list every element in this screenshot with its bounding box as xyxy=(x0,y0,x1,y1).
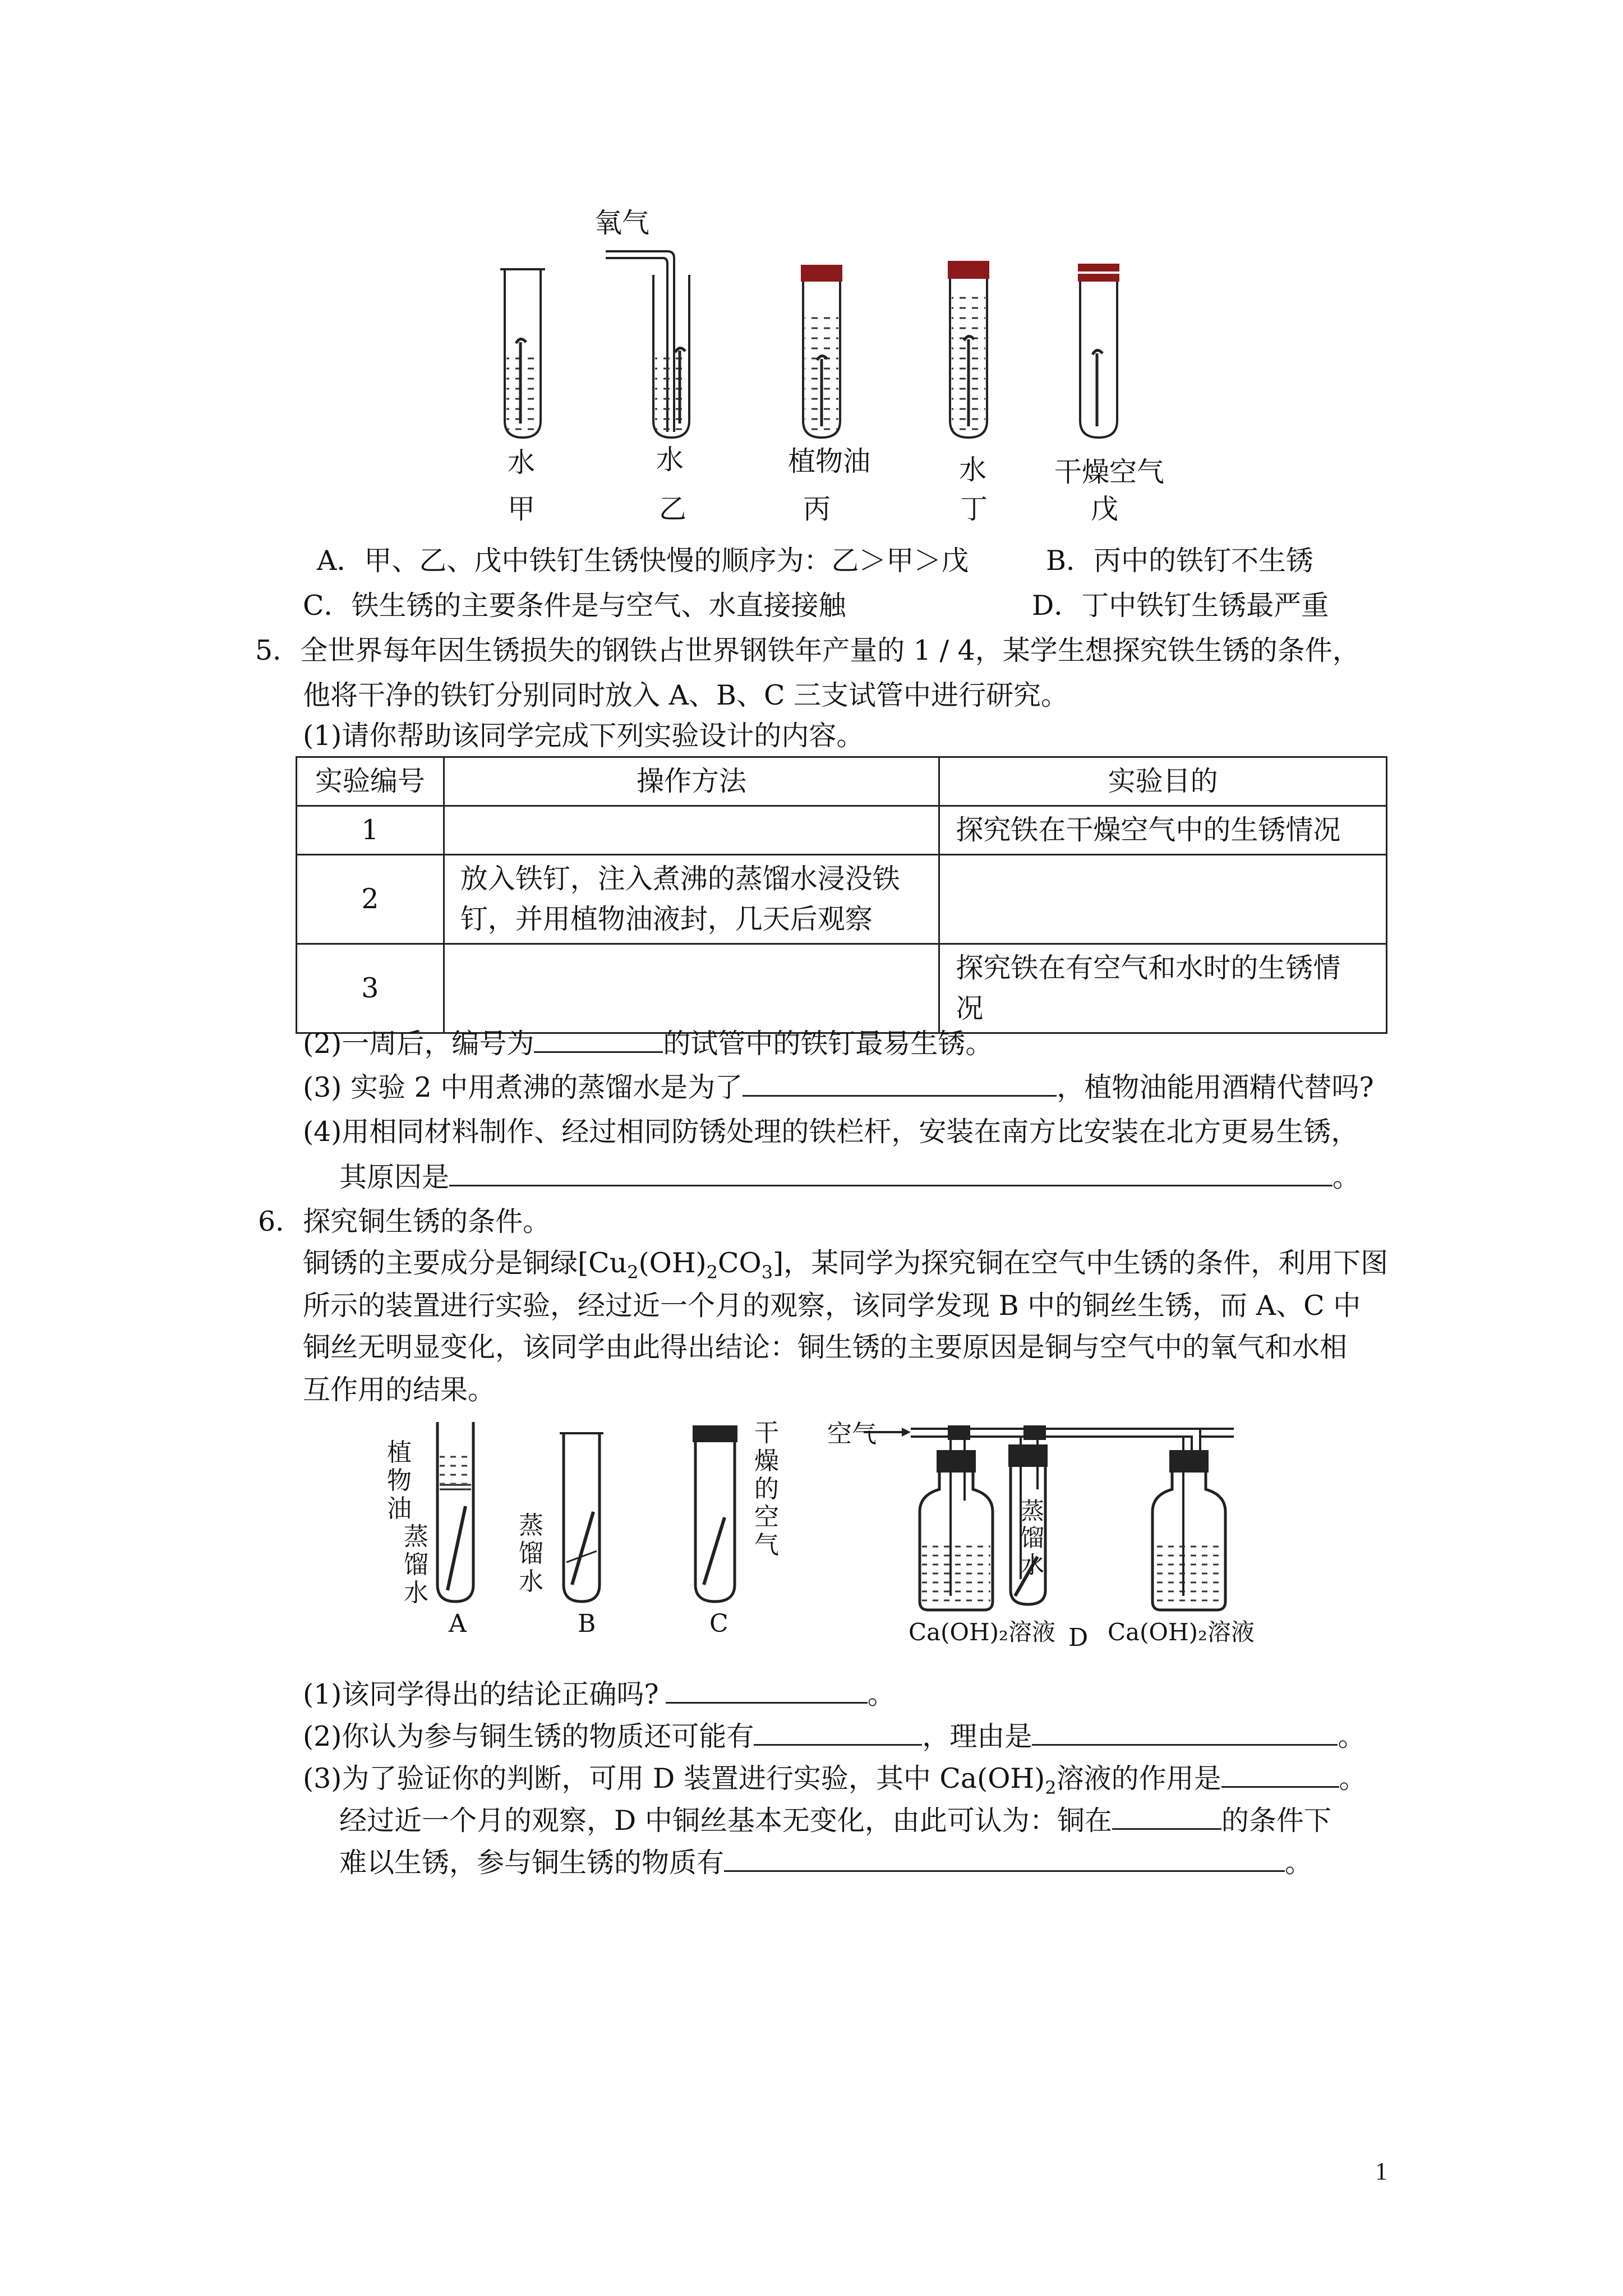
answer-blank[interactable] xyxy=(754,1719,922,1746)
q6-sub2-text: 。 xyxy=(1338,1720,1366,1752)
tube-medium-label: 水 xyxy=(656,444,684,476)
q6-sub3-text: 。 xyxy=(1339,1763,1367,1795)
q6-title: 6．探究铜生锈的条件。 xyxy=(258,1205,551,1237)
apparatus-d xyxy=(864,1425,1234,1610)
tube-bing xyxy=(801,265,842,438)
label-plant-oil: 植物油 xyxy=(387,1438,412,1523)
header-method: 操作方法 xyxy=(444,757,939,806)
answer-blank[interactable] xyxy=(743,1070,1057,1097)
tube-name: 丁 xyxy=(960,493,988,525)
subscript: 2 xyxy=(706,1261,718,1283)
answer-blank[interactable] xyxy=(724,1846,1285,1872)
q6-sub2 xyxy=(303,1719,1365,1754)
tube-wu xyxy=(1078,264,1119,438)
label-air: 空气 xyxy=(827,1420,877,1448)
tube-name: 乙 xyxy=(659,493,687,525)
q6-sub3-line1 xyxy=(303,1761,1367,1805)
option-b: B．丙中的铁钉不生锈 xyxy=(1046,545,1314,577)
subscript: 3 xyxy=(761,1261,773,1283)
q5-sub4-line1: (4)用相同材料制作、经过相同防锈处理的铁栏杆，安装在南方比安装在北方更易生锈， xyxy=(303,1116,1359,1148)
q6-sub1-text: 。 xyxy=(867,1678,895,1710)
label-distilled-water-d: 蒸馏水 xyxy=(1021,1497,1045,1579)
label-dry-air: 干燥的空气 xyxy=(754,1419,779,1559)
answer-blank[interactable] xyxy=(534,1027,663,1053)
row-number: 1 xyxy=(297,806,444,855)
tube-medium-label: 干燥空气 xyxy=(1054,456,1165,488)
tube-c xyxy=(693,1425,737,1602)
q6-para-line1 xyxy=(303,1246,1388,1289)
q5-sub2-text: (2)一周后，编号为 xyxy=(303,1028,534,1060)
label-distilled-water-b: 蒸馏水 xyxy=(519,1511,543,1596)
q6-sub3-line2 xyxy=(339,1803,1331,1838)
text: CO xyxy=(718,1247,762,1279)
q6-sub2-text: (2)你认为参与铜生锈的物质还可能有 xyxy=(303,1720,754,1752)
q5-sub3-text: ，植物油能用酒精代替吗? xyxy=(1057,1071,1374,1103)
page-number: 1 xyxy=(1375,2157,1387,2185)
table-header-row xyxy=(297,757,1387,806)
q5-sub2 xyxy=(303,1027,993,1061)
text: (OH) xyxy=(638,1247,707,1279)
option-c: C．铁生锈的主要条件是与空气、水直接接触 xyxy=(303,590,846,622)
q6-sub3-text: (3)为了验证你的判断，可用 D 装置进行实验，其中 Ca(OH) xyxy=(303,1763,1045,1795)
q5-intro-line1: 5．全世界每年因生锈损失的钢铁占世界钢铁年产量的 1 / 4，某学生想探究铁生锈的条件， xyxy=(255,634,1360,666)
header-number: 实验编号 xyxy=(297,757,444,806)
purpose-line: 况 xyxy=(956,992,984,1024)
purpose-cell-blank[interactable] xyxy=(939,855,1387,944)
text: 铜锈的主要成分是铜绿[Cu xyxy=(303,1247,628,1279)
oxygen-label: 氧气 xyxy=(594,207,650,239)
option-d: D．丁中铁钉生锈最严重 xyxy=(1032,590,1329,622)
label-caoh-solution-left: Ca(OH)₂溶液 xyxy=(909,1618,1055,1646)
option-a: A．甲、乙、戊中铁钉生锈快慢的顺序为：乙＞甲＞戊 xyxy=(317,545,969,577)
answer-blank[interactable] xyxy=(1032,1719,1338,1746)
answer-blank[interactable] xyxy=(449,1160,1332,1186)
q5-sub2-text: 的试管中的铁钉最易生锈。 xyxy=(663,1028,993,1060)
q6-para-line2: 所示的装置进行实验，经过近一个月的观察，该同学发现 B 中的铜丝生锈，而 A、C 中 xyxy=(303,1290,1361,1322)
subscript: 2 xyxy=(1045,1777,1057,1798)
answer-blank[interactable] xyxy=(1112,1803,1221,1830)
apparatus-letter: A xyxy=(449,1609,467,1638)
q5-sub4-line2 xyxy=(339,1160,1360,1194)
tube-name: 戊 xyxy=(1091,493,1119,525)
answer-blank[interactable] xyxy=(1221,1761,1339,1788)
text: ]，某同学为探究铜在空气中生锈的条件，利用下图 xyxy=(773,1247,1389,1279)
subscript: 2 xyxy=(627,1261,639,1283)
purpose-line: 探究铁在有空气和水时的生锈情 xyxy=(956,952,1341,984)
q6-sub1-text: (1)该同学得出的结论正确吗? xyxy=(303,1678,659,1710)
tube-b xyxy=(560,1433,603,1602)
apparatus-letter: B xyxy=(578,1609,596,1638)
label-caoh-solution-right: Ca(OH)₂溶液 xyxy=(1108,1618,1255,1646)
method-cell xyxy=(444,855,939,944)
tube-medium-label: 植物油 xyxy=(788,445,871,477)
tube-name: 甲 xyxy=(508,493,536,525)
q5-sub3 xyxy=(303,1070,1374,1105)
apparatus-letter: C xyxy=(709,1609,728,1638)
tube-medium-label: 水 xyxy=(508,447,536,478)
row-number: 3 xyxy=(297,944,444,1033)
tube-medium-label: 水 xyxy=(959,454,987,486)
table-row xyxy=(297,944,1387,1033)
tube-name: 丙 xyxy=(803,493,831,525)
label-distilled-water-a: 蒸馏水 xyxy=(404,1522,428,1607)
q6-sub2-text: ，理由是 xyxy=(922,1720,1032,1752)
method-cell-blank[interactable] xyxy=(444,944,939,1033)
method-cell-blank[interactable] xyxy=(444,806,939,855)
answer-blank[interactable] xyxy=(666,1677,868,1704)
tube-ding xyxy=(948,261,989,438)
tube-yi xyxy=(606,251,689,438)
purpose-cell xyxy=(939,944,1387,1033)
q6-sub1 xyxy=(303,1677,895,1711)
q6-sub3-text: 的条件下 xyxy=(1221,1805,1331,1837)
q5-intro-line2: 他将干净的铁钉分别同时放入 A、B、C 三支试管中进行研究。 xyxy=(303,679,1069,711)
tube-jia xyxy=(500,269,545,438)
q5-sub1: (1)请你帮助该同学完成下列实验设计的内容。 xyxy=(303,720,864,752)
q5-sub4-text: 其原因是 xyxy=(339,1161,450,1193)
table-row xyxy=(297,855,1387,944)
row-number: 2 xyxy=(297,855,444,944)
q6-sub3-text: 经过近一个月的观察，D 中铜丝基本无变化，由此可认为：铜在 xyxy=(339,1805,1112,1837)
q6-sub3-text: 难以生锈，参与铜生锈的物质有 xyxy=(339,1847,725,1879)
q5-sub4-text: 。 xyxy=(1332,1161,1361,1193)
method-line: 钉，并用植物油液封，几天后观察 xyxy=(460,903,873,935)
purpose-cell: 探究铁在干燥空气中的生锈情况 xyxy=(939,806,1387,855)
tube-a xyxy=(437,1422,473,1602)
q6-para-line3: 铜丝无明显变化，该同学由此得出结论：铜生锈的主要原因是铜与空气中的氧气和水相 xyxy=(303,1331,1348,1363)
header-purpose: 实验目的 xyxy=(939,757,1387,806)
experiment-table xyxy=(296,756,1387,1034)
q6-sub3-text: 。 xyxy=(1285,1847,1313,1879)
method-line: 放入铁钉，注入煮沸的蒸馏水浸没铁 xyxy=(460,863,900,895)
q6-sub3-text: 溶液的作用是 xyxy=(1056,1763,1221,1795)
q6-sub3-line3 xyxy=(339,1846,1312,1880)
q6-para-line4: 互作用的结果。 xyxy=(303,1374,496,1406)
apparatus-letter: D xyxy=(1068,1623,1089,1652)
table-row xyxy=(297,806,1387,855)
q5-sub3-text: (3) 实验 2 中用煮沸的蒸馏水是为了 xyxy=(303,1071,743,1103)
